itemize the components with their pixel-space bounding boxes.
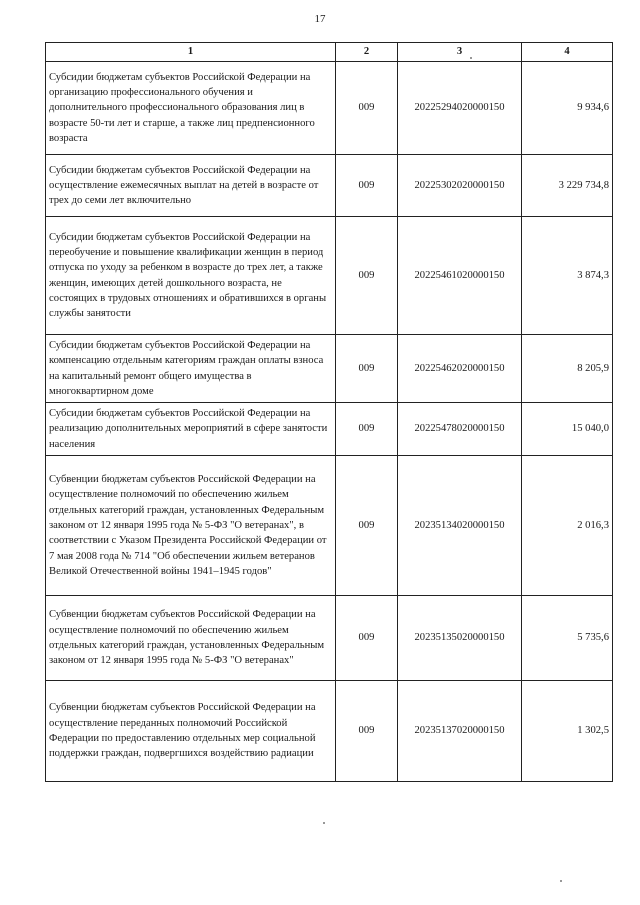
row-amount: 9 934,6 [522, 62, 613, 155]
row-admin-code: 009 [336, 403, 398, 456]
row-amount: 5 735,6 [522, 596, 613, 681]
row-admin-code: 009 [336, 62, 398, 155]
row-amount: 8 205,9 [522, 335, 613, 403]
row-description: Субсидии бюджетам субъектов Российской Федерации на организацию профессионального обучения и дополнительного профессионального образования лиц в возрасте 50-ти лет и старше, а также лиц предпенсионного возраста [46, 62, 336, 155]
row-amount: 3 874,3 [522, 217, 613, 335]
row-description: Субсидии бюджетам субъектов Российской Федерации на компенсацию отдельным категориям граждан оплаты взноса на капитальный ремонт общего имущества в многоквартирном доме [46, 335, 336, 403]
page-number: 17 [314, 13, 326, 25]
row-kbk-code: 20225302020000150 [398, 155, 522, 217]
table-row [46, 403, 613, 456]
row-admin-code: 009 [336, 456, 398, 596]
row-amount: 2 016,3 [522, 456, 613, 596]
row-description: Субсидии бюджетам субъектов Российской Федерации на переобучение и повышение квалификации женщин в период отпуска по уходу за ребенком в возрасте до трех лет, а также женщин, имеющих детей дошкольного возраста, не состоящих в трудовых отношениях и обратившихся в органы службы занятости [46, 217, 336, 335]
column-header-3: 3 [398, 43, 522, 62]
row-amount: 15 040,0 [522, 403, 613, 456]
row-admin-code: 009 [336, 335, 398, 403]
row-kbk-code: 20225478020000150 [398, 403, 522, 456]
row-amount: 3 229 734,8 [522, 155, 613, 217]
row-admin-code: 009 [336, 681, 398, 782]
row-kbk-code: 20235137020000150 [398, 681, 522, 782]
row-kbk-code: 20225294020000150 [398, 62, 522, 155]
scan-speck [470, 57, 472, 59]
row-admin-code: 009 [336, 155, 398, 217]
row-description: Субвенции бюджетам субъектов Российской Федерации на осуществление полномочий по обеспечению жильем отдельных категорий граждан, установленных Федеральным законом от 12 января 1995 года № 5-ФЗ "О ветеранах", в соответствии с Указом Президента Российской Федерации от 7 мая 2008 года № 714 "Об обеспечении жильем ветеранов Великой Отечественной войны 1941–1945 годов" [46, 456, 336, 596]
column-header-2: 2 [336, 43, 398, 62]
table-row [46, 217, 613, 335]
row-description: Субвенции бюджетам субъектов Российской Федерации на осуществление переданных полномочий Российской Федерации по предоставлению отдельных мер социальной поддержки граждан, подвергшихся воздействию радиации [46, 681, 336, 782]
row-description: Субсидии бюджетам субъектов Российской Федерации на реализацию дополнительных мероприятий в сфере занятости населения [46, 403, 336, 456]
row-amount: 1 302,5 [522, 681, 613, 782]
row-kbk-code: 20225462020000150 [398, 335, 522, 403]
row-kbk-code: 20235135020000150 [398, 596, 522, 681]
column-header-1: 1 [46, 43, 336, 62]
row-kbk-code: 20225461020000150 [398, 217, 522, 335]
row-description: Субвенции бюджетам субъектов Российской Федерации на осуществление полномочий по обеспечению жильем отдельных категорий граждан, установленных Федеральным законом от 12 января 1995 года № 5-ФЗ "О ветеранах" [46, 596, 336, 681]
scan-speck [323, 822, 325, 824]
column-header-4: 4 [522, 43, 613, 62]
row-admin-code: 009 [336, 217, 398, 335]
scan-speck [560, 880, 562, 882]
table-row [46, 62, 613, 155]
table-row [46, 681, 613, 782]
table-row [46, 456, 613, 596]
row-description: Субсидии бюджетам субъектов Российской Федерации на осуществление ежемесячных выплат на детей в возрасте от трех до семи лет включительно [46, 155, 336, 217]
table-row [46, 596, 613, 681]
row-admin-code: 009 [336, 596, 398, 681]
table-header-row [46, 43, 613, 62]
budget-revenue-table [45, 42, 613, 782]
row-kbk-code: 20235134020000150 [398, 456, 522, 596]
table-row [46, 335, 613, 403]
table-row [46, 155, 613, 217]
